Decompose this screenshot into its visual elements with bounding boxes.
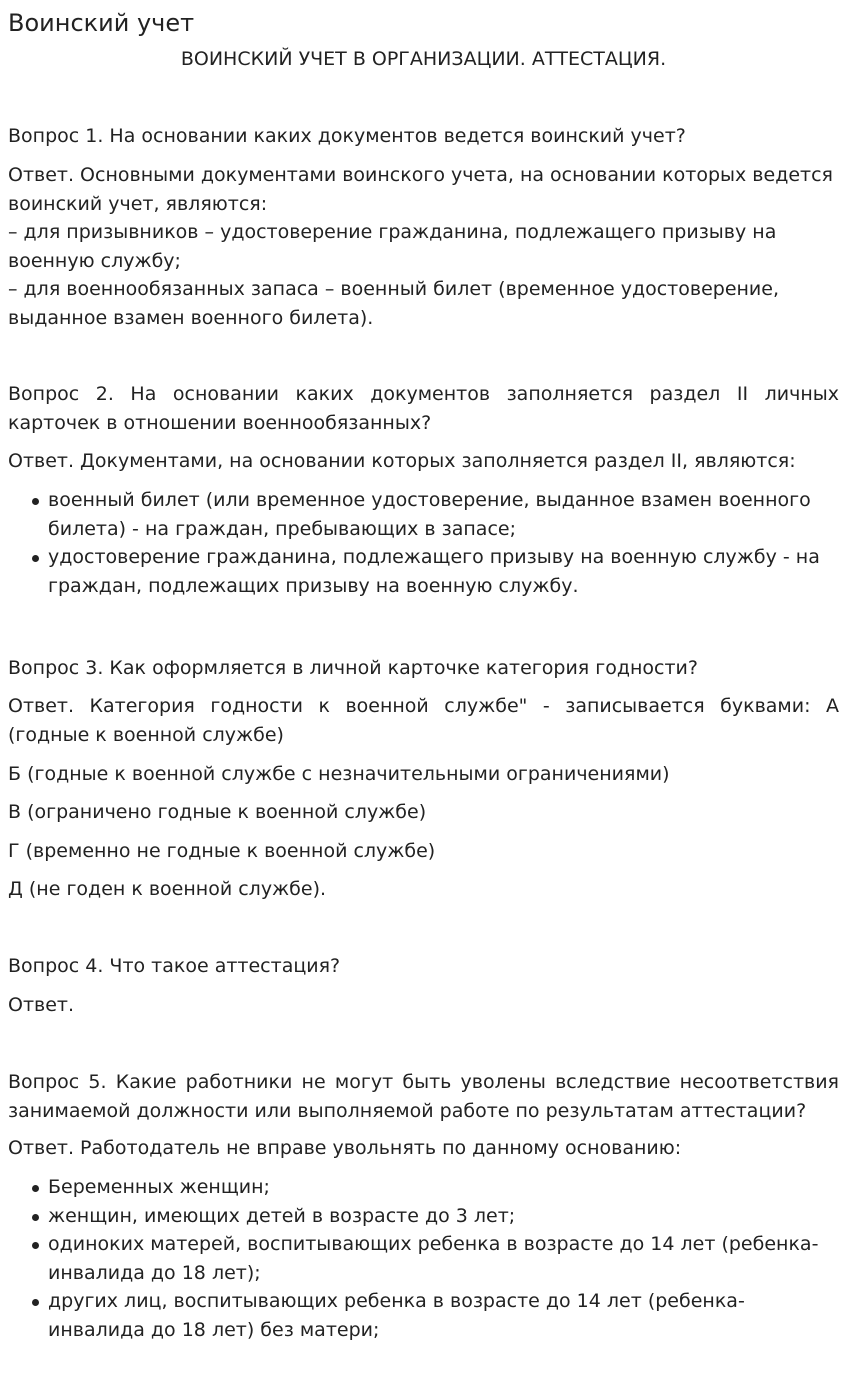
bullet-icon xyxy=(32,1242,39,1249)
answer-2-intro: Ответ. Документами, на основании которых заполняется раздел II, являются: xyxy=(8,450,796,472)
bullet-icon xyxy=(32,498,39,505)
answer-5-list xyxy=(0,1173,839,1344)
list-item xyxy=(0,1230,839,1287)
question-2: Вопрос 2. На основании каких документов заполняется раздел II личных карточек в отношении военнообязанных? xyxy=(8,383,839,434)
answer-1-intro: Ответ. Основными документами воинского учета, на основании которых ведется воинский учет, являются: xyxy=(8,164,833,215)
question-3: Вопрос 3. Как оформляется в личной карточке категория годности? xyxy=(8,657,698,679)
category-v: В (ограничено годные к военной службе) xyxy=(8,801,427,823)
list-item xyxy=(0,1202,839,1231)
list-item xyxy=(0,1173,839,1202)
list-item xyxy=(0,1287,839,1344)
answer-2-list xyxy=(0,486,839,600)
answer-1-conscripts: – для призывников – удостоверение гражданина, подлежащего призыву на военную службу; xyxy=(8,221,777,272)
answer-1-reservists: – для военнообязанных запаса – военный билет (временное удостоверение, выданное взамен военного билета). xyxy=(8,278,780,329)
question-4: Вопрос 4. Что такое аттестация? xyxy=(8,955,341,977)
list-item-text: одиноких матерей, воспитывающих ребенка в возрасте до 14 лет (ребенка-инвалида до 18 лет); xyxy=(48,1233,819,1284)
bullet-icon xyxy=(32,1214,39,1221)
answer-4: Ответ. xyxy=(8,994,75,1016)
category-b: Б (годные к военной службе с незначительными ограничениями) xyxy=(8,763,670,785)
bullet-icon xyxy=(32,1185,39,1192)
list-item-text: женщин, имеющих детей в возрасте до 3 лет; xyxy=(48,1204,516,1227)
bullet-icon xyxy=(32,555,39,562)
list-item-text: других лиц, воспитывающих ребенка в возрасте до 14 лет (ребенка-инвалида до 18 лет) без матери; xyxy=(48,1290,745,1341)
category-g: Г (временно не годные к военной службе) xyxy=(8,840,436,862)
list-item-text: Беременных женщин; xyxy=(48,1176,270,1198)
answer-5-intro: Ответ. Работодатель не вправе увольнять по данному основанию: xyxy=(8,1137,682,1159)
question-5: Вопрос 5. Какие работники не могут быть уволены вследствие несоответствия занимаемой должности или выполняемой работе по результатам аттестации? xyxy=(8,1071,839,1122)
list-item-text: военный билет (или временное удостоверение, выданное взамен военного билета) - на граждан, пребывающих в запасе; xyxy=(48,489,811,540)
answer-3-intro: Ответ. Категория годности к военной службе" - записывается буквами: А (годные к военной службе) xyxy=(8,695,839,746)
list-item xyxy=(0,543,839,600)
question-1: Вопрос 1. На основании каких документов ведется воинский учет? xyxy=(8,125,686,147)
list-item-text: удостоверение гражданина, подлежащего призыву на военную службу - на граждан, подлежащих призыву на военную службу. xyxy=(48,546,820,597)
list-item xyxy=(0,486,839,543)
page-title: Воинский учет xyxy=(8,9,195,37)
document-subtitle: ВОИНСКИЙ УЧЕТ В ОРГАНИЗАЦИИ. АТТЕСТАЦИЯ. xyxy=(180,48,667,70)
category-d: Д (не годен к военной службе). xyxy=(8,878,327,900)
bullet-icon xyxy=(32,1299,39,1306)
